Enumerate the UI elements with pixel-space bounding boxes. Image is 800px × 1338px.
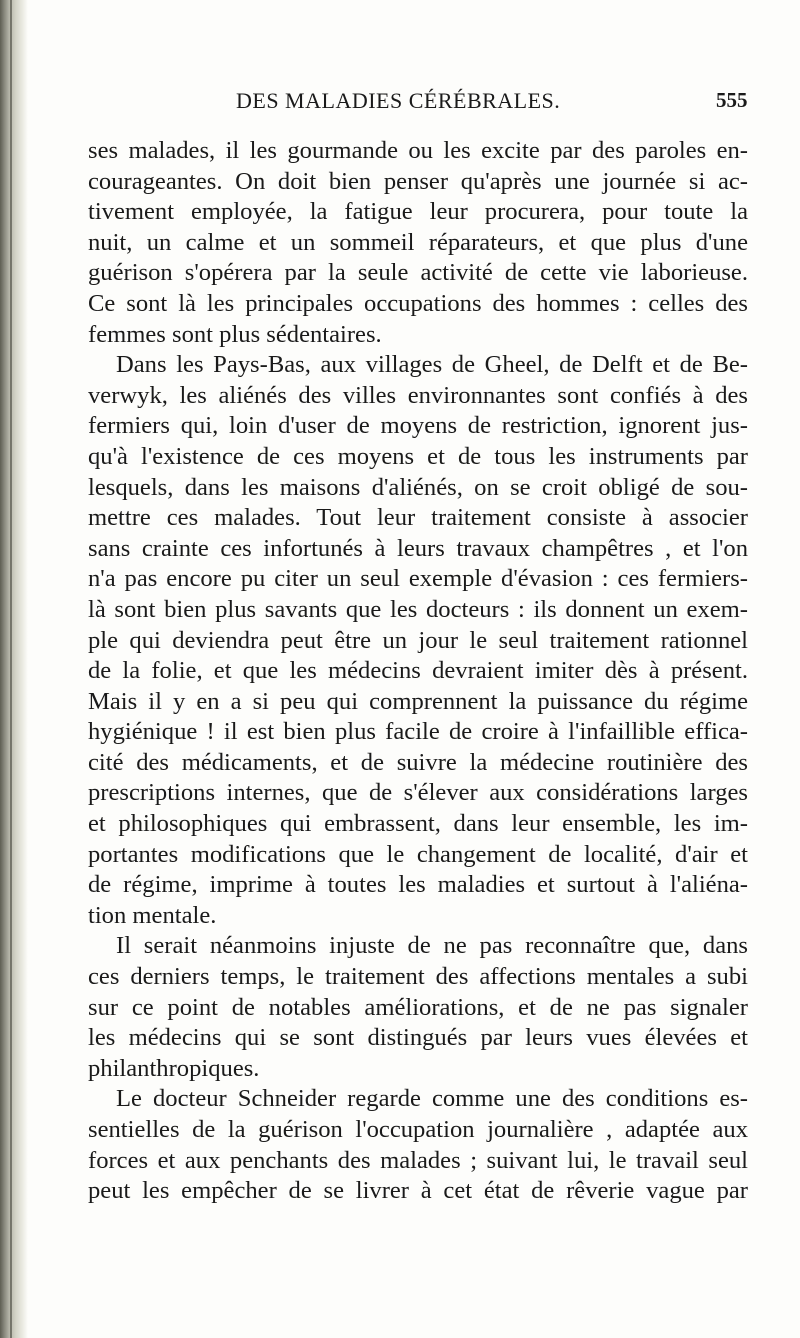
running-title: DES MALADIES CÉRÉBRALES. [236, 88, 561, 113]
text-line: portantes modifications que le changement de localité, d'air et [88, 840, 748, 868]
text-line: femmes sont plus sédentaires. [88, 320, 382, 348]
text-line: là sont bien plus savants que les docteurs : ils donnent un exem- [88, 595, 748, 623]
text-line: Le docteur Schneider regarde comme une des conditions es- [116, 1085, 748, 1113]
body-text [88, 136, 748, 1207]
text-line: n'a pas encore pu citer un seul exemple d'évasion : ces fermiers- [88, 565, 748, 593]
text-line: Mais il y en a si peu qui comprennent la puissance du régime [88, 687, 748, 715]
text-line: fermiers qui, loin d'user de moyens de restriction, ignorent jus- [88, 412, 748, 440]
text-line: verwyk, les aliénés des villes environnantes sont confiés à des [88, 381, 748, 409]
text-line: sur ce point de notables améliorations, et de ne pas signaler [88, 993, 748, 1021]
text-line: nuit, un calme et un sommeil réparateurs, et que plus d'une [88, 228, 748, 256]
text-line: hygiénique ! il est bien plus facile de croire à l'infaillible effica- [88, 718, 748, 746]
text-line: les médecins qui se sont distingués par leurs vues élevées et [88, 1024, 748, 1052]
text-line: philanthropiques. [88, 1054, 260, 1082]
text-line: Il serait néanmoins injuste de ne pas reconnaître que, dans [116, 932, 748, 960]
text-line: tivement employée, la fatigue leur procurera, pour toute la [88, 198, 748, 226]
text-line: qu'à l'existence de ces moyens et de tous les instruments par [88, 442, 748, 470]
text-line: Ce sont là les principales occupations des hommes : celles des [88, 289, 748, 317]
text-line: ses malades, il les gourmande ou les excite par des paroles en- [88, 137, 748, 164]
text-line: cité des médicaments, et de suivre la médecine routinière des [88, 748, 748, 776]
text-line: lesquels, dans les maisons d'aliénés, on se croit obligé de sou- [88, 473, 748, 501]
text-line: de régime, imprime à toutes les maladies et surtout à l'aliéna- [88, 871, 748, 899]
text-line: Dans les Pays-Bas, aux villages de Gheel, de Delft et de Be- [116, 351, 748, 379]
text-line: de la folie, et que les médecins devraient imiter dès à présent. [88, 657, 748, 685]
binding-edge-line [10, 0, 12, 1338]
text-line: prescriptions internes, que de s'élever aux considérations larges [88, 779, 748, 807]
text-line: sentielles de la guérison l'occupation journalière , adaptée aux [88, 1116, 748, 1143]
text-line: et philosophiques qui embrassent, dans leur ensemble, les im- [88, 810, 748, 838]
text-line: ple qui deviendra peut être un jour le seul traitement rationnel [88, 626, 748, 654]
text-line: tion mentale. [88, 901, 217, 929]
text-line: courageantes. On doit bien penser qu'après une journée si ac- [88, 167, 748, 195]
text-line: sans crainte ces infortunés à leurs travaux champêtres , et l'on [88, 534, 748, 562]
binding-gutter [0, 0, 28, 1338]
text-line: peut les empêcher de se livrer à cet état de rêverie vague par [88, 1177, 748, 1205]
text-line: ces derniers temps, le traitement des affections mentales a subi [88, 963, 748, 991]
text-line: mettre ces malades. Tout leur traitement consiste à associer [88, 504, 748, 532]
text-line: guérison s'opérera par la seule activité de cette vie laborieuse. [88, 259, 748, 287]
page-number: 555 [716, 88, 748, 112]
text-line: forces et aux penchants des malades ; suivant lui, le travail seul [88, 1146, 748, 1174]
